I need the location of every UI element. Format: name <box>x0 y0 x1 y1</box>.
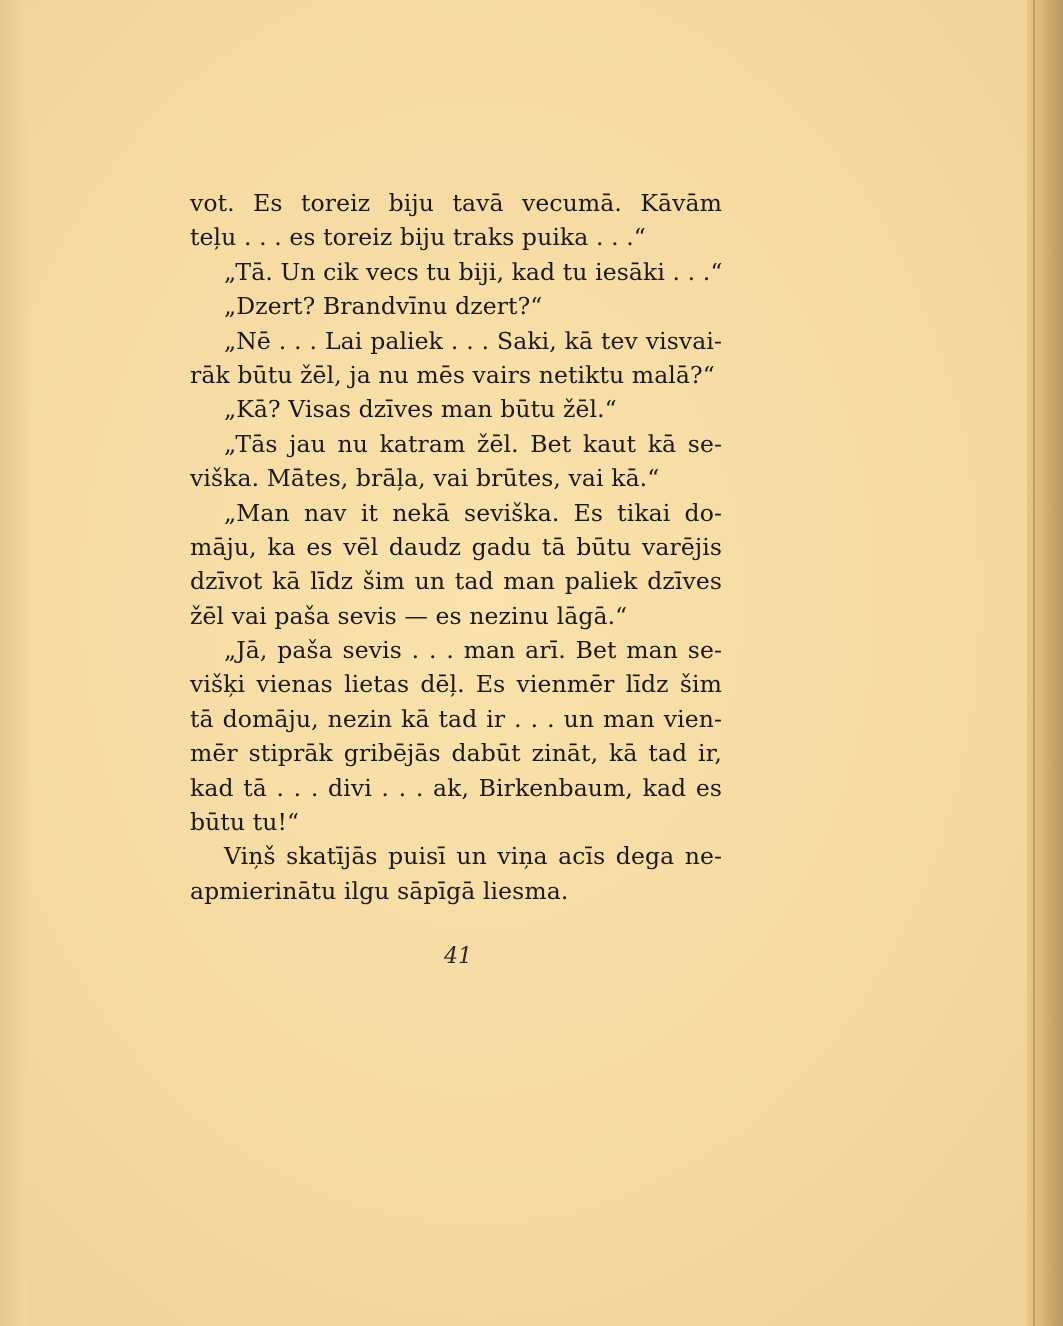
text-line: viška. Mātes, brāļa, vai brūtes, vai kā.“ <box>190 464 660 493</box>
text-line: teļu . . . es toreiz biju traks puika . . .“ <box>190 223 646 252</box>
text-line: māju, ka es vēl daudz gadu tā būtu varējis <box>190 532 722 561</box>
text-line: dzīvot kā līdz šim un tad man paliek dzīves <box>190 567 722 596</box>
page-edge-line <box>1033 0 1035 1326</box>
text-line: „Kā? Visas dzīves man būtu žēl.“ <box>224 395 617 424</box>
text-line: višķi vienas lietas dēļ. Es vienmēr līdz šim <box>190 670 722 699</box>
text-line: kad tā . . . divi . . . ak, Birkenbaum, kad es <box>190 773 722 802</box>
page-number: 41 <box>444 944 472 969</box>
text-line: apmierinātu ilgu sāpīgā liesma. <box>190 876 569 905</box>
text-line: vot. Es toreiz biju tavā vecumā. Kāvām <box>190 189 722 217</box>
text-line: Viņš skatījās puisī un viņa acīs dega ne- <box>224 842 722 871</box>
text-line: būtu tu!“ <box>190 808 300 837</box>
text-line: „Tās jau nu katram žēl. Bet kaut kā se- <box>224 429 722 458</box>
text-line: „Jā, paša sevis . . . man arī. Bet man se- <box>224 636 722 665</box>
text-line: tā domāju, nezin kā tad ir . . . un man vien- <box>190 704 722 733</box>
text-line: mēr stiprāk gribējās dabūt zināt, kā tad ir, <box>190 739 722 768</box>
text-line: „Dzert? Brandvīnu dzert?“ <box>224 292 543 321</box>
text-line: „Tā. Un cik vecs tu biji, kad tu iesāki . . .“ <box>224 257 723 286</box>
page-left-margin-shadow <box>0 0 28 1326</box>
text-line: žēl vai paša sevis — es nezinu lāgā.“ <box>190 601 628 630</box>
text-line: „Man nav it nekā seviška. Es tikai do- <box>224 498 722 527</box>
text-line: „Nē . . . Lai paliek . . . Saki, kā tev visvai- <box>224 326 722 355</box>
body-text <box>190 186 722 908</box>
text-line: rāk būtu žēl, ja nu mēs vairs netiktu malā?“ <box>190 360 715 389</box>
